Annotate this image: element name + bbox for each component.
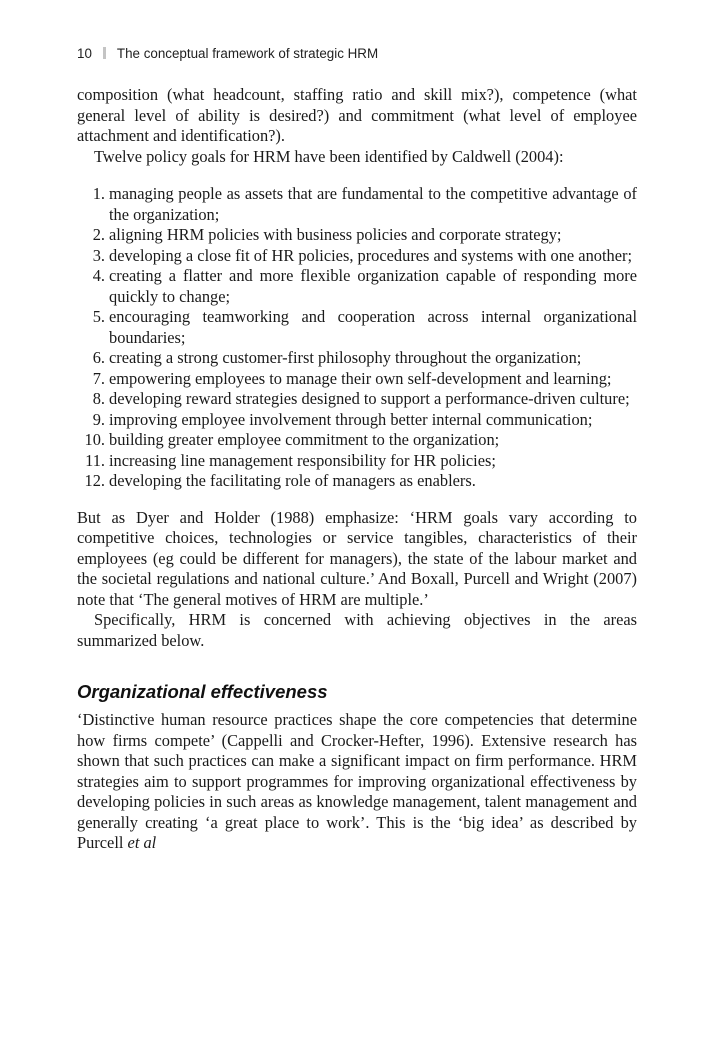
specifically-paragraph: Specifically, HRM is concerned with achieving objectives in the areas summarized below. bbox=[77, 610, 637, 650]
list-item bbox=[77, 225, 637, 246]
list-item bbox=[77, 389, 637, 410]
page-number: 10 bbox=[77, 46, 92, 61]
continuation-paragraph: composition (what headcount, staffing ratio and skill mix?), competence (what general level of ability is desired?) and commitment (what level of employee attachment and identification?). bbox=[77, 85, 637, 145]
list-item-number: 12. bbox=[84, 471, 105, 490]
policy-goals-list bbox=[77, 184, 637, 492]
running-header bbox=[77, 44, 637, 64]
list-item bbox=[77, 410, 637, 431]
list-item-number: 6. bbox=[92, 348, 105, 367]
list-item bbox=[77, 471, 637, 492]
list-item-text: creating a strong customer-first philosophy throughout the organization; bbox=[109, 348, 582, 367]
list-item bbox=[77, 348, 637, 369]
list-item bbox=[77, 266, 637, 307]
list-item-number: 2. bbox=[92, 225, 105, 244]
list-item-text: developing reward strategies designed to support a performance-driven culture; bbox=[109, 389, 630, 408]
list-item-number: 8. bbox=[92, 389, 105, 408]
list-item-number: 5. bbox=[92, 307, 105, 326]
dyer-holder-paragraph: But as Dyer and Holder (1988) emphasize: ‘HRM goals vary according to competitive choices, technologies or service tangibles, characteristics of their employees (eg could be different for managers), the state of the labour market and the societal regulations and national culture.’ And Boxall, Purcell and Wright (2007) note that ‘The general motives of HRM are multiple.’ bbox=[77, 507, 637, 609]
organizational-effectiveness-paragraph bbox=[77, 710, 637, 854]
list-item bbox=[77, 184, 637, 225]
list-item-number: 10. bbox=[84, 430, 105, 449]
paragraph-text: ‘Distinctive human resource practices shape the core competencies that determine how firms compete’ (Cappelli and Crocker-Hefter, 1996). Extensive research has shown that such practices can make a significant impact on firm performance. HRM strategies aim to support programmes for improving organizational effectiveness by developing policies in such areas as knowledge management, talent management and generally creating ‘a great place to work’. This is the ‘big idea’ as described by Purcell bbox=[77, 710, 637, 852]
list-item-text: empowering employees to manage their own self-development and learning; bbox=[109, 368, 612, 388]
list-item-text: developing the facilitating role of managers as enablers. bbox=[109, 471, 476, 490]
list-item bbox=[77, 430, 637, 451]
book-page bbox=[77, 44, 637, 854]
list-item-text: developing a close fit of HR policies, procedures and systems with one another; bbox=[109, 245, 633, 265]
list-item-number: 11. bbox=[85, 450, 105, 470]
list-item bbox=[77, 307, 637, 348]
list-item-number: 7. bbox=[92, 368, 105, 388]
list-item-number: 4. bbox=[92, 266, 105, 285]
et-al-citation: et al bbox=[127, 833, 157, 852]
list-item-text: improving employee involvement through better internal communication; bbox=[109, 409, 593, 429]
list-item bbox=[77, 451, 637, 472]
goals-intro-paragraph: Twelve policy goals for HRM have been identified by Caldwell (2004): bbox=[94, 146, 564, 166]
list-item-text: increasing line management responsibility for HR policies; bbox=[109, 450, 496, 470]
list-item-text: building greater employee commitment to the organization; bbox=[109, 430, 500, 449]
list-item-text: aligning HRM policies with business policies and corporate strategy; bbox=[109, 225, 562, 244]
list-item-text: managing people as assets that are fundamental to the competitive advantage of the organization; bbox=[109, 184, 637, 224]
section-heading: Organizational effectiveness bbox=[77, 681, 328, 702]
list-item-text: encouraging teamworking and cooperation across internal organizational boundaries; bbox=[109, 307, 637, 347]
list-item bbox=[77, 369, 637, 390]
list-item-number: 3. bbox=[92, 245, 105, 265]
running-title: The conceptual framework of strategic HRM bbox=[116, 46, 379, 61]
header-separator bbox=[103, 47, 106, 59]
list-item-number: 9. bbox=[92, 409, 105, 429]
list-item bbox=[77, 246, 637, 267]
list-item-text: creating a flatter and more flexible organization capable of responding more quickly to change; bbox=[109, 266, 637, 306]
list-item-number: 1. bbox=[92, 184, 105, 203]
